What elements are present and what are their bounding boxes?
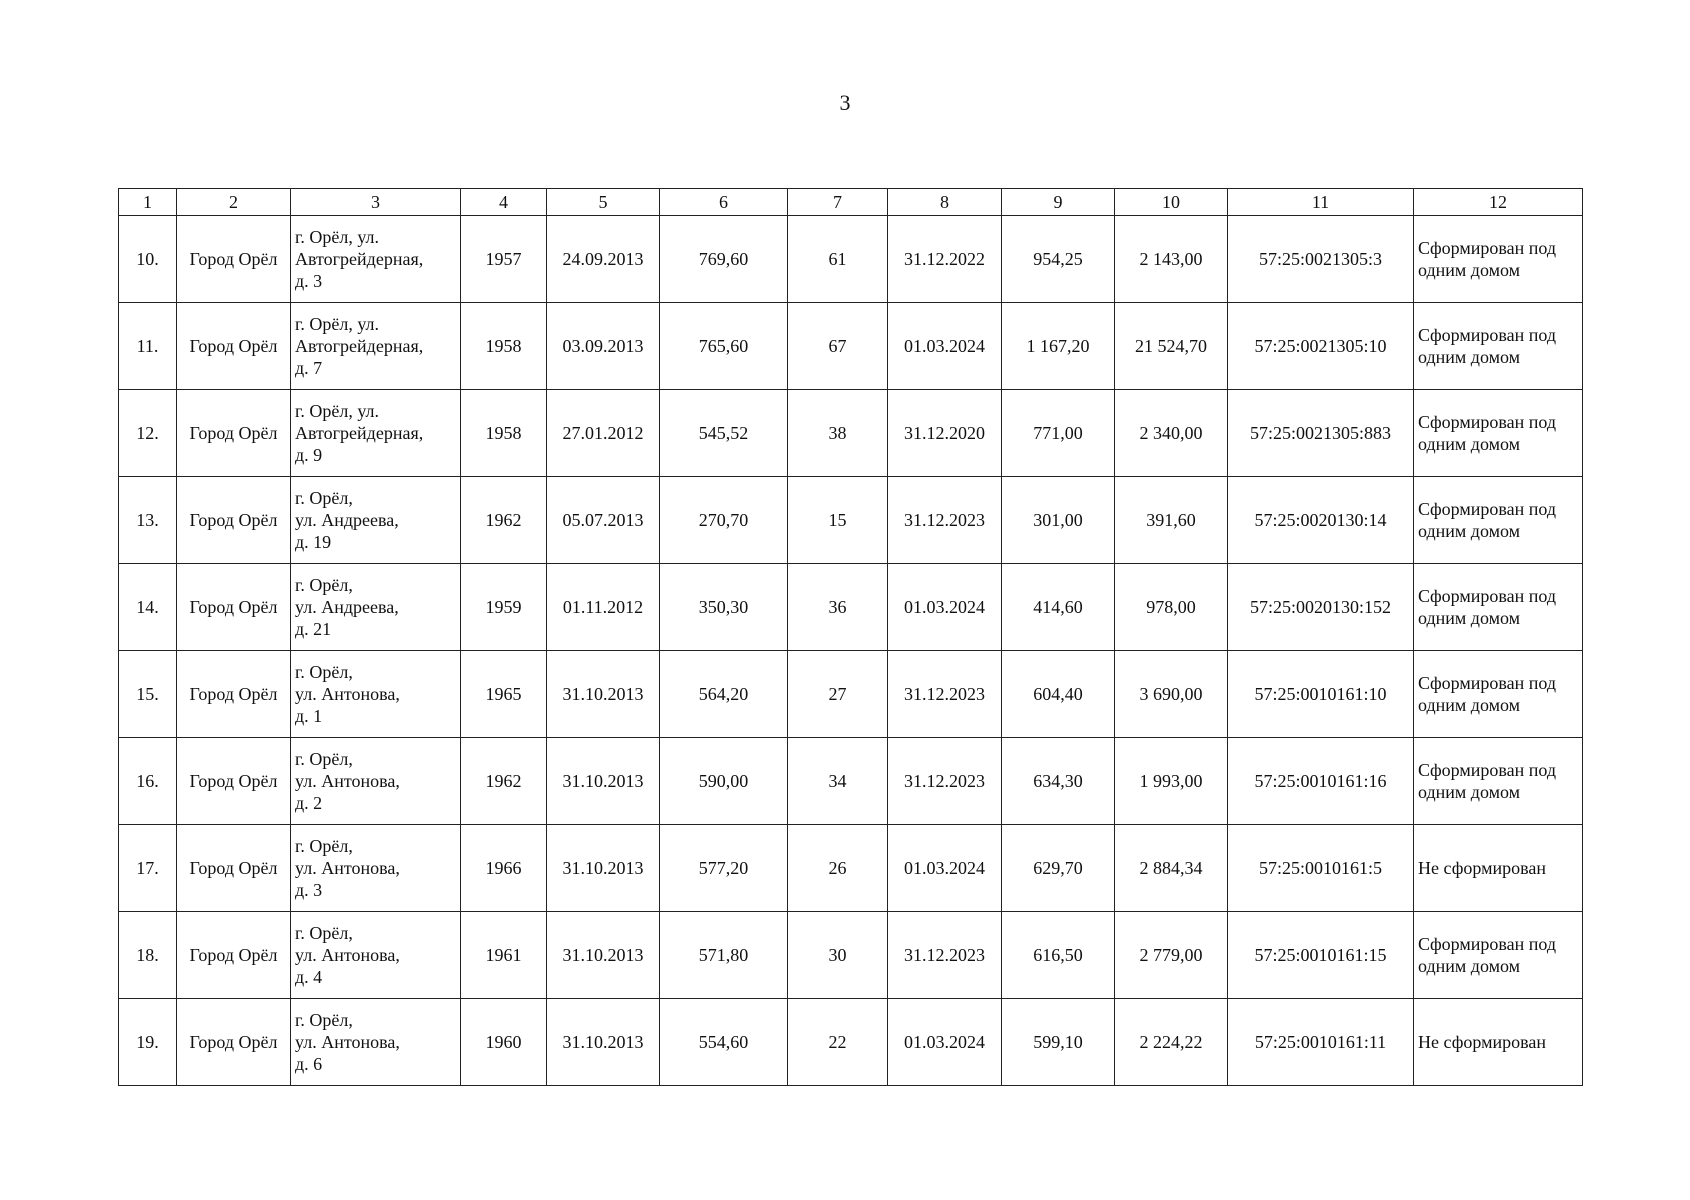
total-area-cell: 634,30 bbox=[1002, 738, 1115, 825]
area-cell: 564,20 bbox=[660, 651, 788, 738]
residents-cell: 36 bbox=[788, 564, 888, 651]
table-row bbox=[119, 303, 1583, 390]
status-cell: Не сформирован bbox=[1414, 999, 1583, 1086]
total-area-cell: 599,10 bbox=[1002, 999, 1115, 1086]
year-cell: 1958 bbox=[461, 390, 547, 477]
total-area-cell: 616,50 bbox=[1002, 912, 1115, 999]
municipality-cell: Город Орёл bbox=[177, 651, 291, 738]
residents-cell: 38 bbox=[788, 390, 888, 477]
cadastral-number-cell: 57:25:0010161:5 bbox=[1228, 825, 1414, 912]
municipality-cell: Город Орёл bbox=[177, 999, 291, 1086]
date-cell: 05.07.2013 bbox=[547, 477, 660, 564]
municipality-cell: Город Орёл bbox=[177, 564, 291, 651]
total-area-cell: 629,70 bbox=[1002, 825, 1115, 912]
address-cell: г. Орёл, ул. Антонова, д. 2 bbox=[291, 738, 461, 825]
date-cell: 31.10.2013 bbox=[547, 651, 660, 738]
land-area-cell: 1 993,00 bbox=[1115, 738, 1228, 825]
address-cell: г. Орёл, ул. Автогрейдерная, д. 3 bbox=[291, 216, 461, 303]
area-cell: 765,60 bbox=[660, 303, 788, 390]
area-cell: 545,52 bbox=[660, 390, 788, 477]
page-number: 3 bbox=[839, 90, 851, 115]
column-number-row bbox=[119, 189, 1583, 216]
column-header: 7 bbox=[788, 189, 888, 216]
residents-cell: 15 bbox=[788, 477, 888, 564]
column-header: 9 bbox=[1002, 189, 1115, 216]
cadastral-number-cell: 57:25:0010161:15 bbox=[1228, 912, 1414, 999]
address-cell: г. Орёл, ул. Антонова, д. 3 bbox=[291, 825, 461, 912]
cadastral-number-cell: 57:25:0010161:10 bbox=[1228, 651, 1414, 738]
status-cell: Сформирован под одним домом bbox=[1414, 912, 1583, 999]
municipality-cell: Город Орёл bbox=[177, 912, 291, 999]
year-cell: 1959 bbox=[461, 564, 547, 651]
column-header: 8 bbox=[888, 189, 1002, 216]
table-body bbox=[119, 216, 1583, 1086]
residents-cell: 27 bbox=[788, 651, 888, 738]
address-cell: г. Орёл, ул. Андреева, д. 21 bbox=[291, 564, 461, 651]
municipality-cell: Город Орёл bbox=[177, 390, 291, 477]
table-row bbox=[119, 564, 1583, 651]
total-area-cell: 301,00 bbox=[1002, 477, 1115, 564]
area-cell: 577,20 bbox=[660, 825, 788, 912]
cadastral-number-cell: 57:25:0020130:14 bbox=[1228, 477, 1414, 564]
date-cell: 31.10.2013 bbox=[547, 825, 660, 912]
land-area-cell: 2 340,00 bbox=[1115, 390, 1228, 477]
residents-cell: 22 bbox=[788, 999, 888, 1086]
column-header: 6 bbox=[660, 189, 788, 216]
address-cell: г. Орёл, ул. Автогрейдерная, д. 7 bbox=[291, 303, 461, 390]
address-cell: г. Орёл, ул. Андреева, д. 19 bbox=[291, 477, 461, 564]
land-area-cell: 2 224,22 bbox=[1115, 999, 1228, 1086]
table-row bbox=[119, 825, 1583, 912]
status-cell: Сформирован под одним домом bbox=[1414, 477, 1583, 564]
year-cell: 1958 bbox=[461, 303, 547, 390]
area-cell: 350,30 bbox=[660, 564, 788, 651]
area-cell: 590,00 bbox=[660, 738, 788, 825]
residents-cell: 61 bbox=[788, 216, 888, 303]
total-area-cell: 604,40 bbox=[1002, 651, 1115, 738]
cadastral-number-cell: 57:25:0021305:883 bbox=[1228, 390, 1414, 477]
deadline-cell: 01.03.2024 bbox=[888, 303, 1002, 390]
deadline-cell: 01.03.2024 bbox=[888, 999, 1002, 1086]
cadastral-number-cell: 57:25:0010161:16 bbox=[1228, 738, 1414, 825]
deadline-cell: 31.12.2023 bbox=[888, 912, 1002, 999]
total-area-cell: 414,60 bbox=[1002, 564, 1115, 651]
status-cell: Сформирован под одним домом bbox=[1414, 564, 1583, 651]
date-cell: 31.10.2013 bbox=[547, 999, 660, 1086]
deadline-cell: 31.12.2023 bbox=[888, 738, 1002, 825]
deadline-cell: 31.12.2022 bbox=[888, 216, 1002, 303]
status-cell: Сформирован под одним домом bbox=[1414, 651, 1583, 738]
land-area-cell: 2 779,00 bbox=[1115, 912, 1228, 999]
table-row bbox=[119, 999, 1583, 1086]
table-row bbox=[119, 216, 1583, 303]
address-cell: г. Орёл, ул. Антонова, д. 4 bbox=[291, 912, 461, 999]
date-cell: 01.11.2012 bbox=[547, 564, 660, 651]
year-cell: 1965 bbox=[461, 651, 547, 738]
status-cell: Сформирован под одним домом bbox=[1414, 216, 1583, 303]
column-header: 5 bbox=[547, 189, 660, 216]
column-header: 2 bbox=[177, 189, 291, 216]
row-number-cell: 11. bbox=[119, 303, 177, 390]
row-number-cell: 14. bbox=[119, 564, 177, 651]
land-area-cell: 978,00 bbox=[1115, 564, 1228, 651]
residents-cell: 34 bbox=[788, 738, 888, 825]
row-number-cell: 12. bbox=[119, 390, 177, 477]
date-cell: 03.09.2013 bbox=[547, 303, 660, 390]
row-number-cell: 17. bbox=[119, 825, 177, 912]
land-area-cell: 3 690,00 bbox=[1115, 651, 1228, 738]
date-cell: 27.01.2012 bbox=[547, 390, 660, 477]
deadline-cell: 01.03.2024 bbox=[888, 564, 1002, 651]
deadline-cell: 31.12.2023 bbox=[888, 651, 1002, 738]
cadastral-number-cell: 57:25:0021305:10 bbox=[1228, 303, 1414, 390]
column-header: 4 bbox=[461, 189, 547, 216]
column-header: 3 bbox=[291, 189, 461, 216]
deadline-cell: 31.12.2023 bbox=[888, 477, 1002, 564]
area-cell: 571,80 bbox=[660, 912, 788, 999]
row-number-cell: 15. bbox=[119, 651, 177, 738]
year-cell: 1966 bbox=[461, 825, 547, 912]
municipality-cell: Город Орёл bbox=[177, 216, 291, 303]
land-area-cell: 2 884,34 bbox=[1115, 825, 1228, 912]
table-row bbox=[119, 390, 1583, 477]
row-number-cell: 10. bbox=[119, 216, 177, 303]
status-cell: Сформирован под одним домом bbox=[1414, 303, 1583, 390]
table-row bbox=[119, 912, 1583, 999]
land-area-cell: 391,60 bbox=[1115, 477, 1228, 564]
total-area-cell: 771,00 bbox=[1002, 390, 1115, 477]
column-header: 12 bbox=[1414, 189, 1583, 216]
municipality-cell: Город Орёл bbox=[177, 825, 291, 912]
year-cell: 1957 bbox=[461, 216, 547, 303]
date-cell: 31.10.2013 bbox=[547, 912, 660, 999]
land-area-cell: 2 143,00 bbox=[1115, 216, 1228, 303]
total-area-cell: 1 167,20 bbox=[1002, 303, 1115, 390]
area-cell: 270,70 bbox=[660, 477, 788, 564]
status-cell: Сформирован под одним домом bbox=[1414, 738, 1583, 825]
residents-cell: 26 bbox=[788, 825, 888, 912]
year-cell: 1962 bbox=[461, 738, 547, 825]
cadastral-number-cell: 57:25:0020130:152 bbox=[1228, 564, 1414, 651]
row-number-cell: 18. bbox=[119, 912, 177, 999]
date-cell: 24.09.2013 bbox=[547, 216, 660, 303]
table-row bbox=[119, 477, 1583, 564]
table-row bbox=[119, 738, 1583, 825]
cadastral-number-cell: 57:25:0010161:11 bbox=[1228, 999, 1414, 1086]
housing-registry-table bbox=[118, 188, 1583, 1086]
cadastral-number-cell: 57:25:0021305:3 bbox=[1228, 216, 1414, 303]
column-header: 1 bbox=[119, 189, 177, 216]
column-header: 10 bbox=[1115, 189, 1228, 216]
area-cell: 769,60 bbox=[660, 216, 788, 303]
row-number-cell: 13. bbox=[119, 477, 177, 564]
land-area-cell: 21 524,70 bbox=[1115, 303, 1228, 390]
municipality-cell: Город Орёл bbox=[177, 303, 291, 390]
column-header: 11 bbox=[1228, 189, 1414, 216]
year-cell: 1961 bbox=[461, 912, 547, 999]
municipality-cell: Город Орёл bbox=[177, 738, 291, 825]
municipality-cell: Город Орёл bbox=[177, 477, 291, 564]
residents-cell: 30 bbox=[788, 912, 888, 999]
table-row bbox=[119, 651, 1583, 738]
status-cell: Сформирован под одним домом bbox=[1414, 390, 1583, 477]
year-cell: 1960 bbox=[461, 999, 547, 1086]
residents-cell: 67 bbox=[788, 303, 888, 390]
row-number-cell: 16. bbox=[119, 738, 177, 825]
address-cell: г. Орёл, ул. Антонова, д. 6 bbox=[291, 999, 461, 1086]
deadline-cell: 01.03.2024 bbox=[888, 825, 1002, 912]
area-cell: 554,60 bbox=[660, 999, 788, 1086]
deadline-cell: 31.12.2020 bbox=[888, 390, 1002, 477]
address-cell: г. Орёл, ул. Автогрейдерная, д. 9 bbox=[291, 390, 461, 477]
address-cell: г. Орёл, ул. Антонова, д. 1 bbox=[291, 651, 461, 738]
status-cell: Не сформирован bbox=[1414, 825, 1583, 912]
row-number-cell: 19. bbox=[119, 999, 177, 1086]
total-area-cell: 954,25 bbox=[1002, 216, 1115, 303]
date-cell: 31.10.2013 bbox=[547, 738, 660, 825]
year-cell: 1962 bbox=[461, 477, 547, 564]
